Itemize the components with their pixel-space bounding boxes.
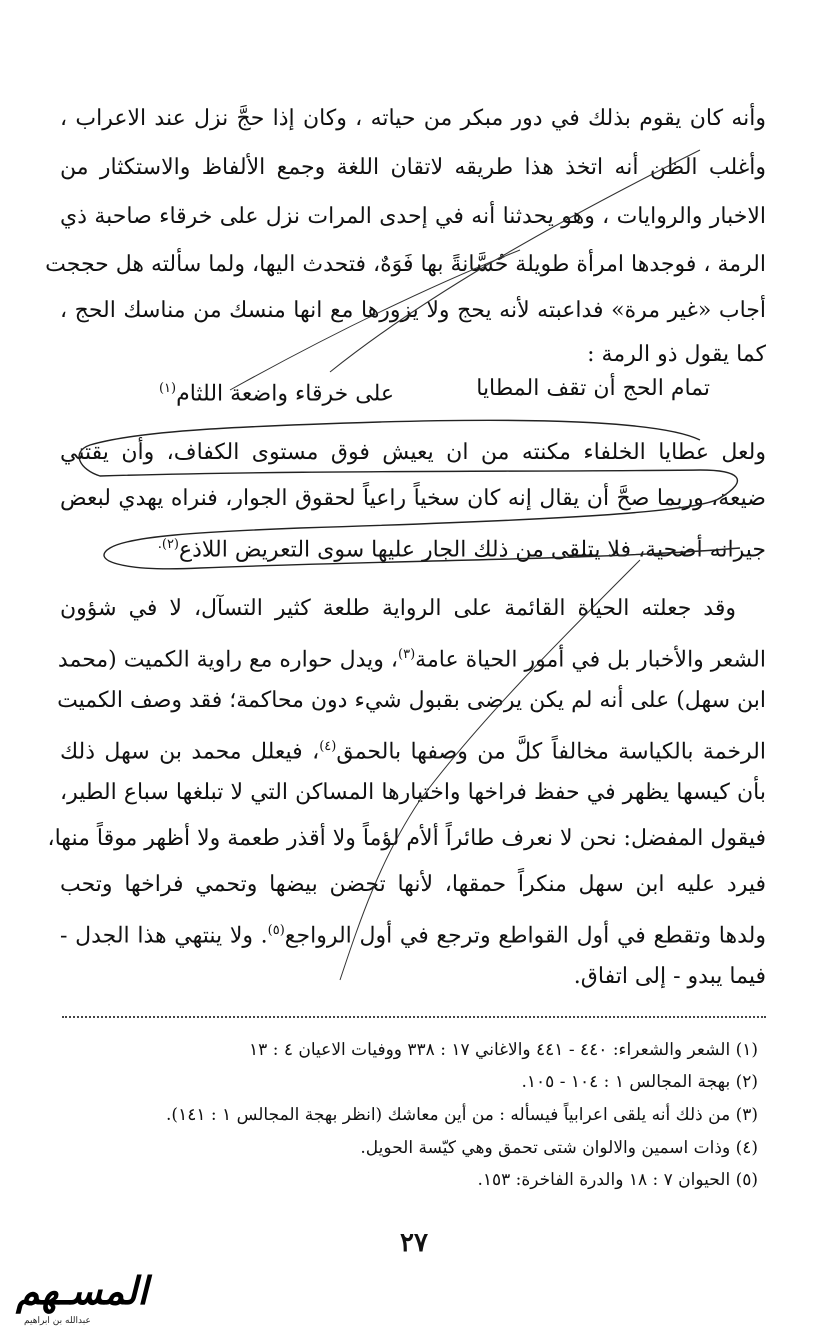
footnote-ref-3: (٣) bbox=[398, 647, 416, 662]
text-line: وأنه كان يقوم بذلك في دور مبكر من حياته ، وكان إذا حجَّ نزل عند الاعراب ، bbox=[60, 106, 766, 131]
footnote: (٢) بهجة المجالس ١ : ١٠٤ - ١٠٥. bbox=[521, 1072, 758, 1092]
footnote: (٥) الحيوان ٧ : ١٨ والدرة الفاخرة: ١٥٣. bbox=[477, 1170, 758, 1190]
text-run: ولدها وتقطع في أول القواطع وترجع في أول الرواجع bbox=[284, 923, 766, 949]
footnote: (٣) من ذلك أنه يلقى اعرابياً فيسأله : من أين معاشك (انظر بهجة المجالس ١ : ١٤١). bbox=[166, 1105, 758, 1125]
stamp-small-text: عبدالله بن ابراهيم bbox=[24, 1316, 91, 1326]
text-line: بأن كيسها يظهر في حفظ فراخها واختيارها المساكن التي لا تبلغها سباع الطير، bbox=[60, 780, 766, 805]
text-line: الاخبار والروايات ، وهو يحدثنا أنه في إحدى المرات نزل على خرقاء صاحبة ذي bbox=[60, 204, 766, 229]
footnote-ref-2: (٢). bbox=[157, 537, 179, 552]
library-stamp bbox=[10, 1262, 148, 1334]
text-run: ، ويدل حواره مع راوية الكميت (محمد bbox=[57, 647, 399, 673]
text-run: جيرانه أضحية، فلا يتلقى من ذلك الجار عليها سوى التعريض اللاذع bbox=[179, 537, 766, 563]
verse-first-hemistich: تمام الحج أن تقف المطايا bbox=[476, 376, 710, 401]
text-run: ، فيعلل محمد بن سهل ذلك bbox=[60, 739, 320, 765]
text-run: . ولا ينتهي هذا الجدل - bbox=[60, 923, 268, 949]
verse-second-hemistich bbox=[159, 374, 394, 409]
text-line: ولعل عطايا الخلفاء مكنته من ان يعيش فوق مستوى الكفاف، وأن يقتني bbox=[60, 440, 766, 465]
page-number: ٢٧ bbox=[400, 1228, 428, 1258]
footnote-ref-4: (٤) bbox=[319, 739, 337, 754]
text-line bbox=[60, 916, 766, 951]
text-line bbox=[60, 732, 766, 767]
stamp-text: المسـهم bbox=[16, 1268, 148, 1313]
text-line: كما يقول ذو الرمة : bbox=[587, 342, 766, 367]
text-line: ضيعة، وربما صحَّ أن يقال إنه كان سخياً راعياً لحقوق الجوار، فنراه يهدي لبعض bbox=[60, 486, 766, 511]
verse-second-text: على خرقاء واضعة اللثام bbox=[176, 381, 394, 407]
footnote: (٤) وذات اسمين والالوان شتى تحمق وهي كيّسة الحويل. bbox=[360, 1138, 758, 1158]
text-line: فيما يبدو - إلى اتفاق. bbox=[573, 964, 766, 989]
text-line bbox=[60, 530, 766, 565]
text-line: الرمة ، فوجدها امرأة طويلة حُسَّانةً بها فَوَهٌ، فتحدث اليها، ولما سألته هل حججت bbox=[45, 252, 766, 277]
footnote-ref-1: (١) bbox=[158, 381, 177, 396]
text-line: فيرد عليه ابن سهل منكراً حمقها، لأنها تحضن بيضها وتحمي فراخها وتحب bbox=[60, 872, 766, 897]
text-line: فيقول المفضل: نحن لا نعرف طائراً ألأم لؤماً ولا أقذر طعمة ولا أظهر موقاً منها، bbox=[47, 826, 766, 851]
text-line: أجاب «غير مرة» فداعبته لأنه يحج ولا يزورها مع انها منسك من مناسك الحج ، bbox=[60, 298, 766, 323]
footnote: (١) الشعر والشعراء: ٤٤٠ - ٤٤١ والاغاني ١٧ : ٣٣٨ ووفيات الاعيان ٤ : ١٣ bbox=[249, 1040, 758, 1060]
text-run: الشعر والأخبار بل في أمور الحياة عامة bbox=[415, 647, 766, 673]
text-line: ابن سهل) على أنه لم يكن يرضى بقبول شيء دون محاكمة؛ فقد وصف الكميت bbox=[57, 688, 766, 713]
text-line: وأغلب الظن أنه اتخذ هذا طريقه لاتقان اللغة وجمع الألفاظ والاستكثار من bbox=[60, 155, 766, 180]
text-line bbox=[57, 640, 766, 675]
text-line: وقد جعلته الحياة القائمة على الرواية طلعة كثير التسآل، لا في شؤون bbox=[60, 596, 736, 621]
footnote-divider bbox=[62, 1016, 766, 1018]
footnote-ref-5: (٥) bbox=[267, 923, 285, 938]
text-run: الرخمة بالكياسة مخالفاً كلَّ من وصفها بالحمق bbox=[336, 739, 766, 765]
